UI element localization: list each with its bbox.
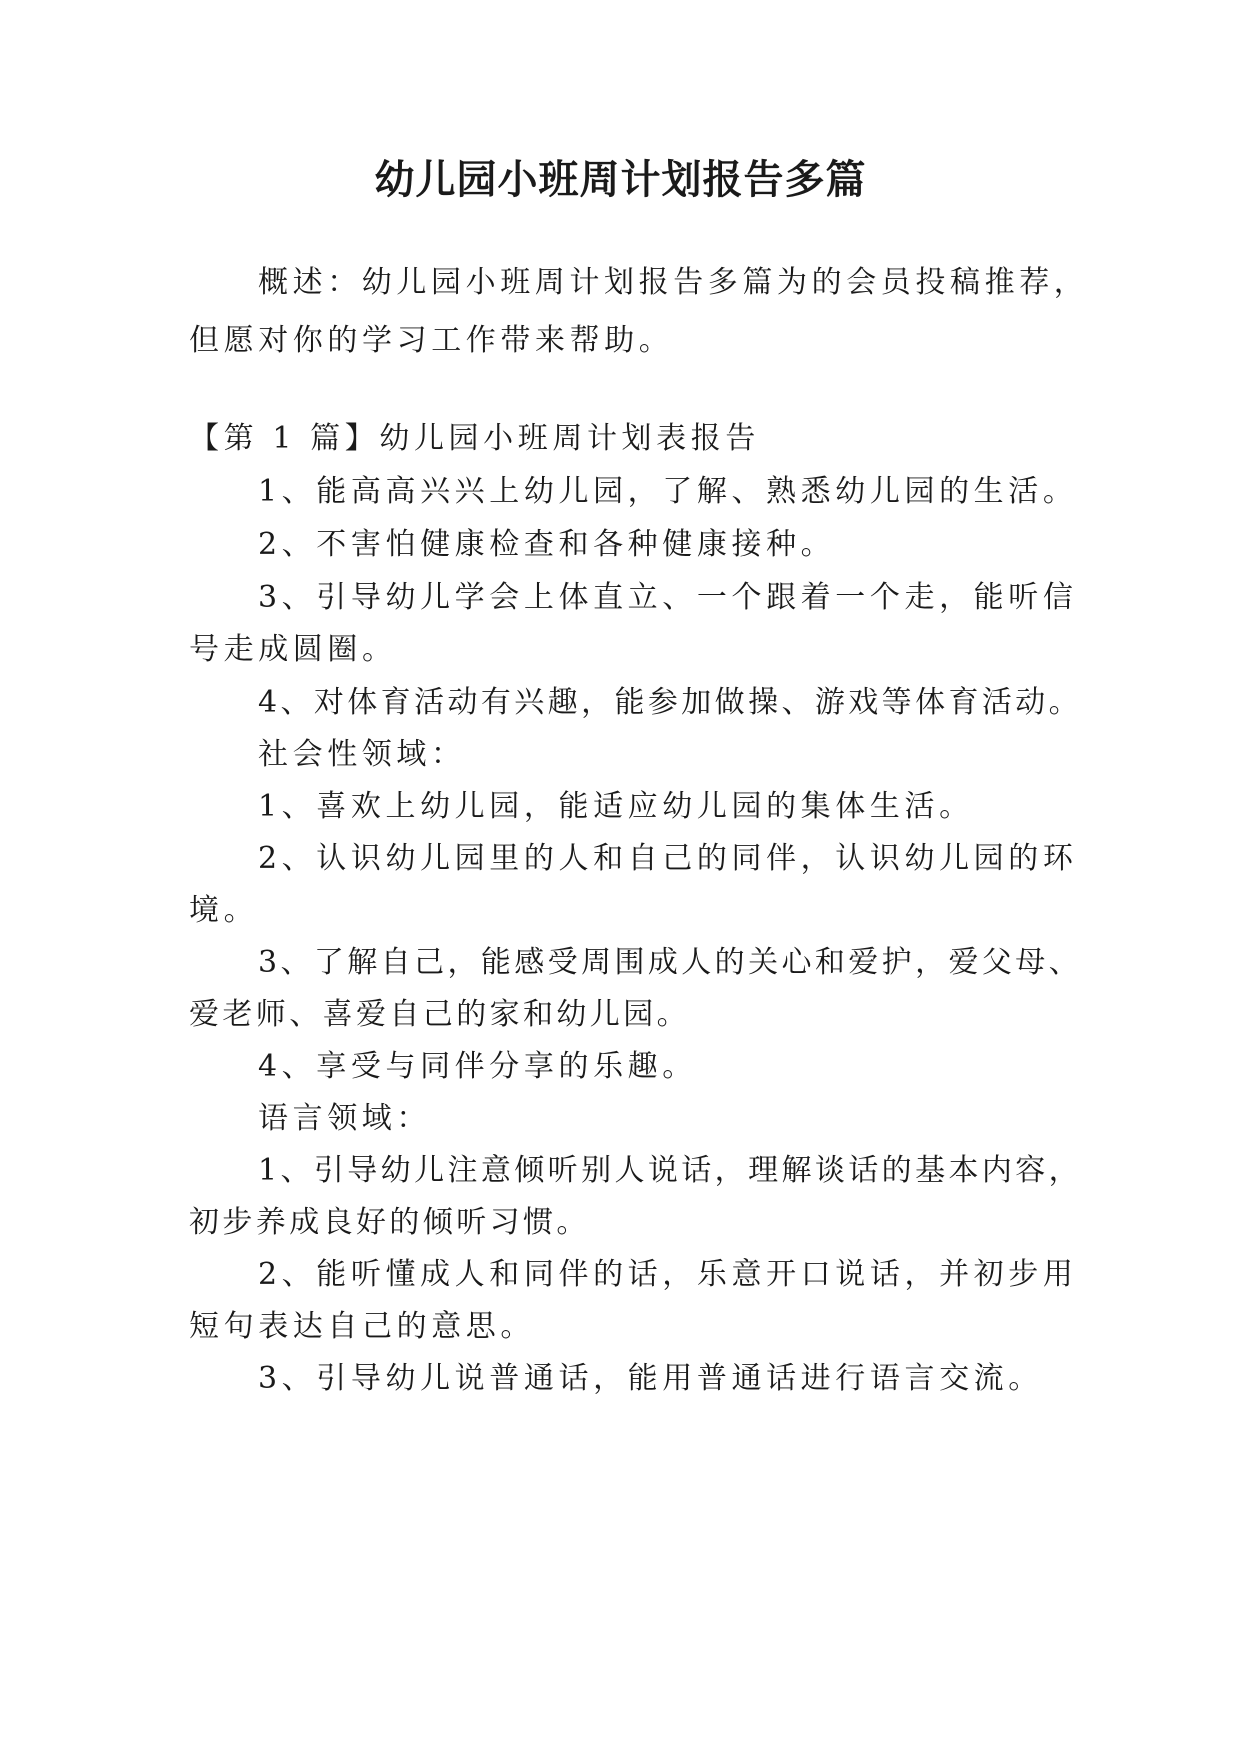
list-item xyxy=(189,1350,1047,1408)
text-line: 2、不害怕健康检查和各种健康接种。 xyxy=(258,527,836,562)
text-line: 1、喜欢上幼儿园，能适应幼儿园的集体生活。 xyxy=(258,789,974,824)
text-line: 2、能听懂成人和同伴的话，乐意开口说话，并初步用 xyxy=(258,1257,1078,1292)
list-item xyxy=(189,830,1078,940)
list-item xyxy=(189,1038,1047,1096)
list-item xyxy=(189,674,1083,732)
text-line: 3、引导幼儿学会上体直立、一个跟着一个走，能听信 xyxy=(258,580,1078,615)
text-line: 短句表达自己的意思。 xyxy=(189,1309,535,1344)
text-line: 初步养成良好的倾听习惯。 xyxy=(189,1205,590,1240)
text-line: 语言领域： xyxy=(258,1101,431,1136)
document-title: 幼儿园小班周计划报告多篇 xyxy=(374,156,867,203)
text-line: 号走成圆圈。 xyxy=(189,632,397,667)
text-line: 境。 xyxy=(189,893,259,928)
domain-heading xyxy=(189,726,1047,784)
text-line: 3、引导幼儿说普通话，能用普通话进行语言交流。 xyxy=(258,1361,1043,1396)
text-line: 4、对体育活动有兴趣，能参加做操、游戏等体育活动。 xyxy=(258,685,1083,720)
section-heading xyxy=(189,410,1047,468)
text-line: 但愿对你的学习工作带来帮助。 xyxy=(189,323,674,358)
list-item xyxy=(189,934,1083,1044)
list-item xyxy=(189,1246,1078,1356)
list-item xyxy=(189,1142,1083,1252)
list-item xyxy=(189,516,1047,574)
list-item xyxy=(189,569,1078,679)
domain-heading xyxy=(189,1090,1047,1148)
text-line: 1、能高高兴兴上幼儿园，了解、熟悉幼儿园的生活。 xyxy=(258,474,1078,509)
text-line: 1、引导幼儿注意倾听别人说话，理解谈话的基本内容， xyxy=(258,1153,1083,1188)
text-line: 概述：幼儿园小班周计划报告多篇为的会员投稿推荐， xyxy=(258,265,1089,300)
text-line: 社会性领域： xyxy=(258,737,466,772)
text-line: 4、享受与同伴分享的乐趣。 xyxy=(258,1049,697,1084)
list-item xyxy=(189,463,1078,521)
text-line: 3、了解自己，能感受周围成人的关心和爱护，爱父母、 xyxy=(258,945,1083,980)
text-line: 2、认识幼儿园里的人和自己的同伴，认识幼儿园的环 xyxy=(258,841,1078,876)
list-item xyxy=(189,778,1047,836)
summary-paragraph xyxy=(189,254,1089,370)
text-line: 爱老师、喜爱自己的家和幼儿园。 xyxy=(189,997,690,1032)
text-line: 【第 1 篇】幼儿园小班周计划表报告 xyxy=(189,421,760,456)
